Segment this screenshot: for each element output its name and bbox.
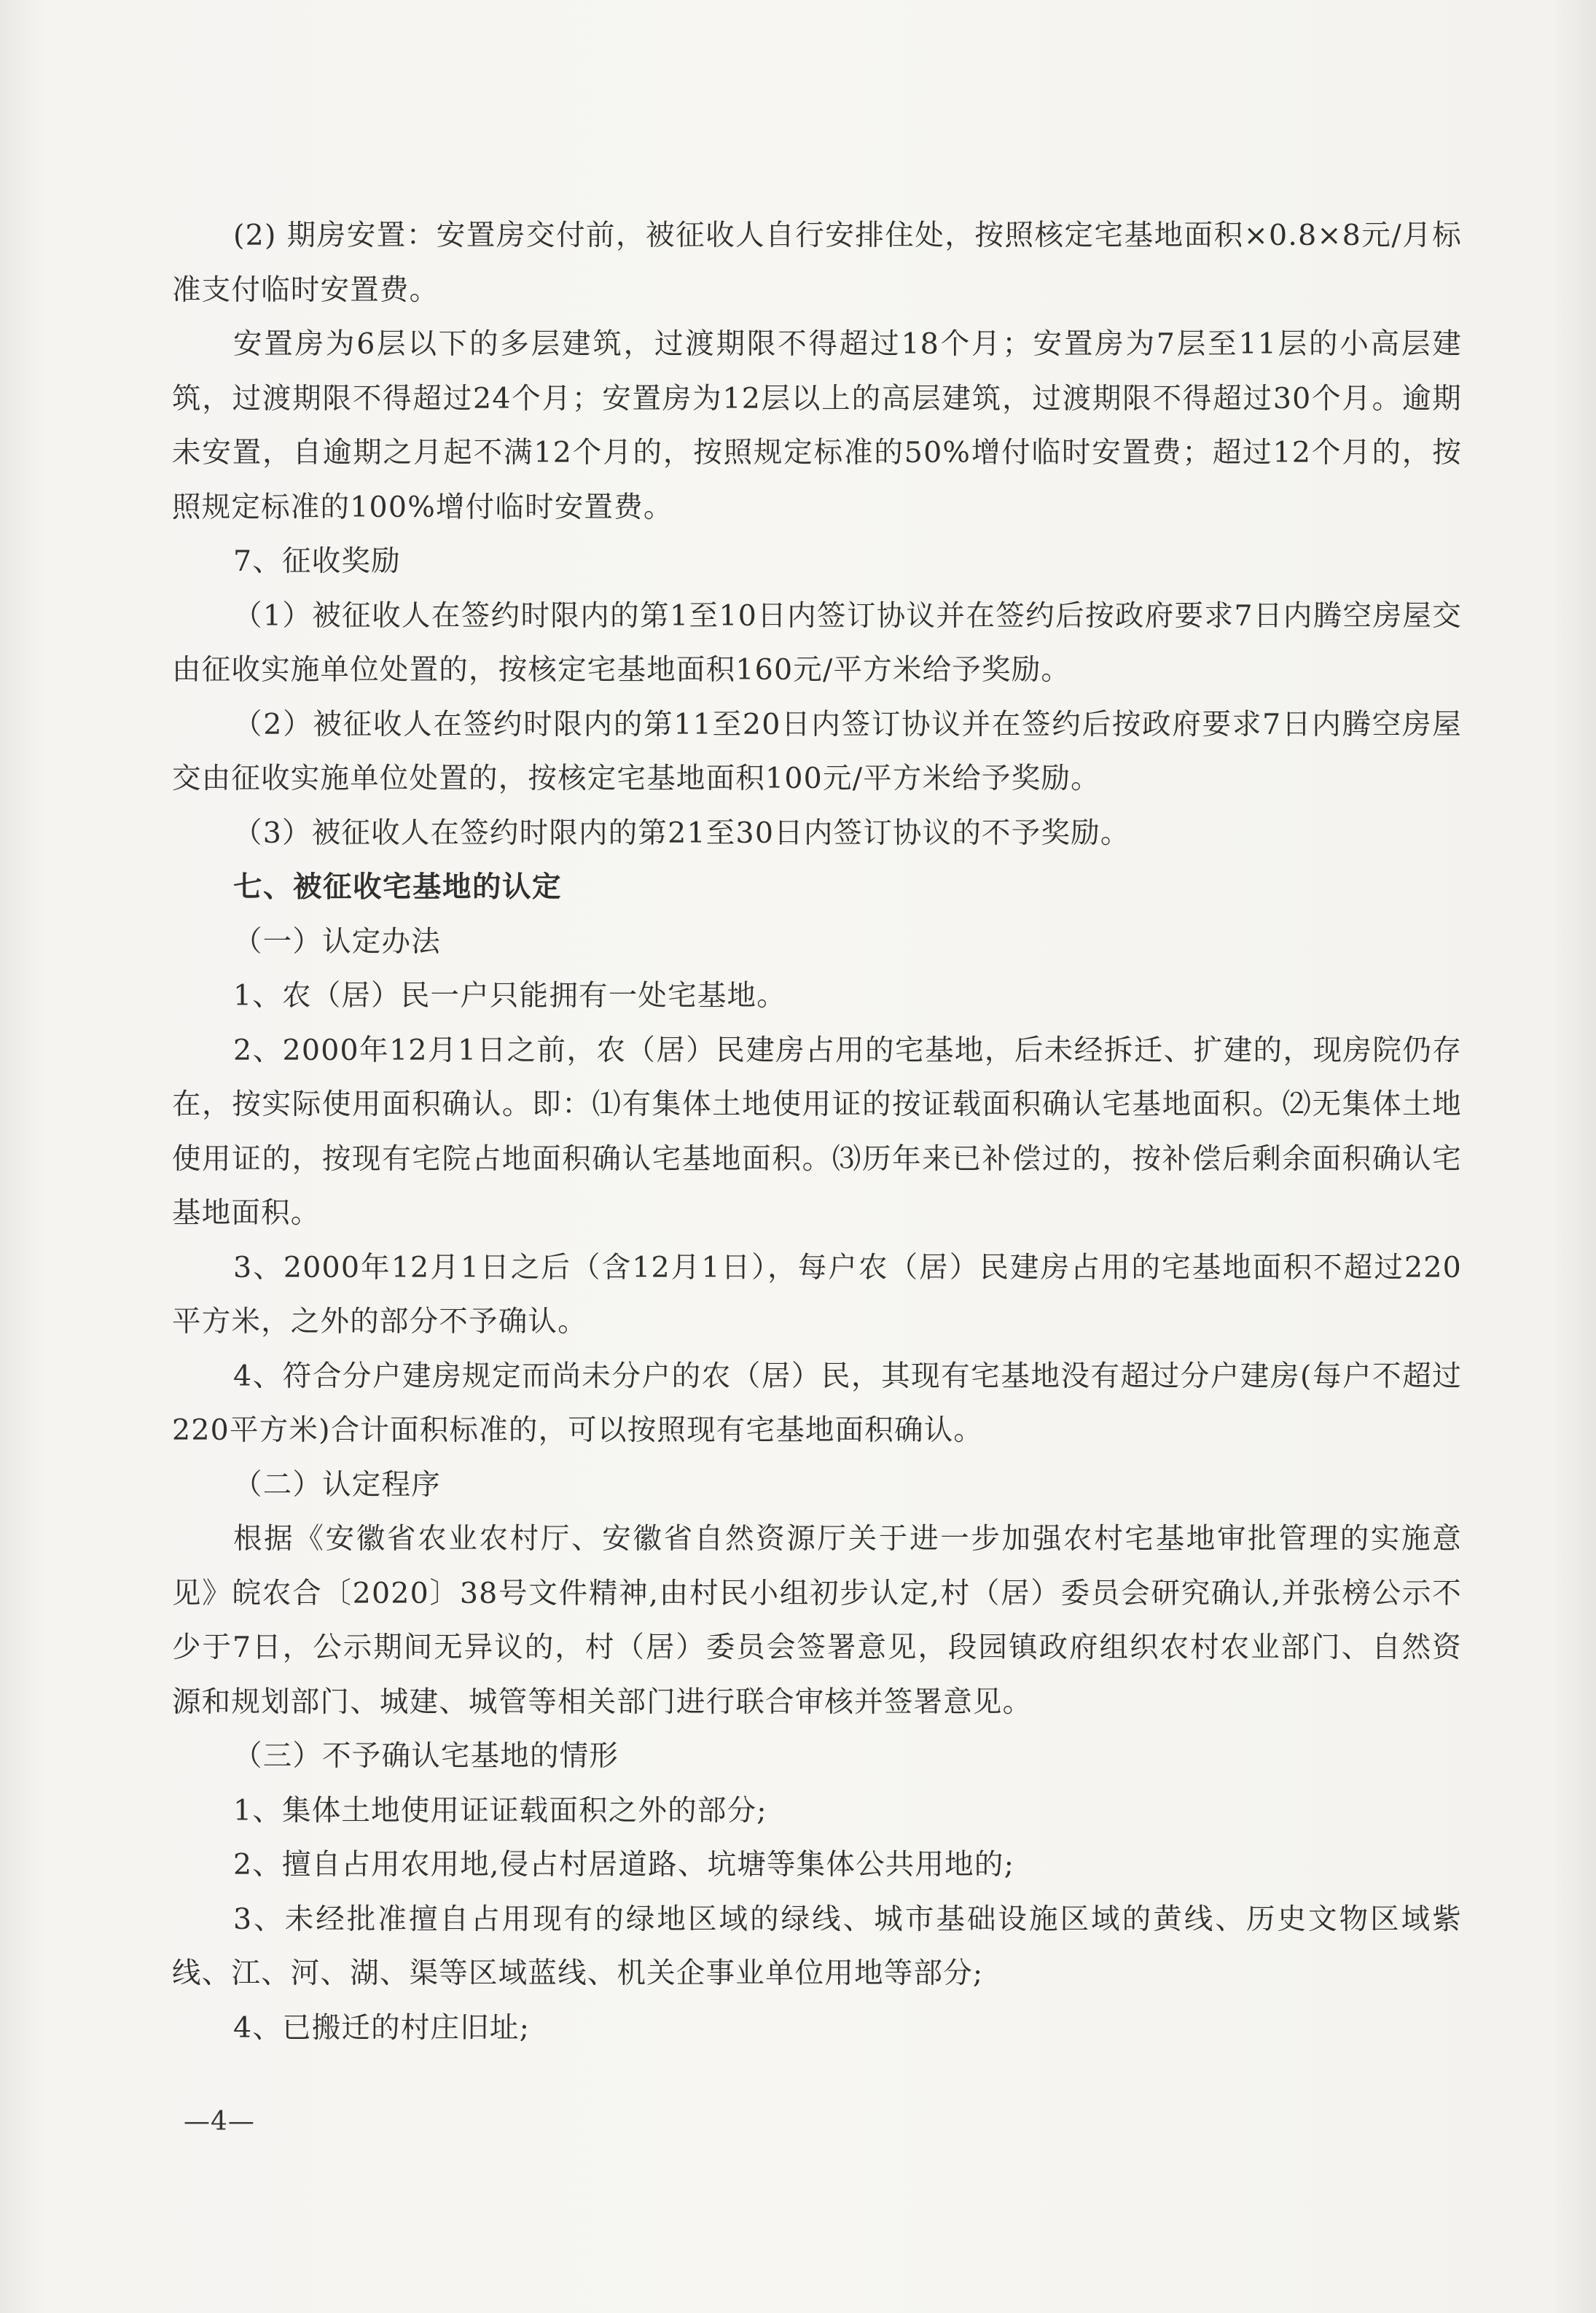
- paragraph-incentive-2: （2）被征收人在签约时限内的第11至20日内签订协议并在签约后按政府要求7日内腾空房屋交由征收实施单位处置的，按核定宅基地面积100元/平方米给予奖励。: [172, 707, 1462, 795]
- paragraph-transition-period: 安置房为6层以下的多层建筑，过渡期限不得超过18个月；安置房为7层至11层的小高层建筑，过渡期限不得超过24个月；安置房为12层以上的高层建筑，过渡期限不得超过30个月。逾期未安置，自逾期之月起不满12个月的，按照规定标准的50%增付临时安置费；超过12个月的，按照规定标准的100%增付临时安置费。: [172, 327, 1462, 524]
- section-heading-incentive: 7、征收奖励: [233, 545, 401, 578]
- paragraph-incentive-3: （3）被征收人在签约时限内的第21至30日内签订协议的不予奖励。: [233, 816, 1130, 850]
- page-number: —4—: [184, 2107, 255, 2137]
- document-body: [172, 208, 1462, 2055]
- paragraph-exclusion-4: 4、已搬迁的村庄旧址;: [233, 2010, 531, 2045]
- paragraph-procedure: 根据《安徽省农业农村厅、安徽省自然资源厅关于进一步加强农村宅基地审批管理的实施意见》皖农合〔2020〕38号文件精神,由村民小组初步认定,村（居）委员会研究确认,并张榜公示不少于7日，公示期间无异议的，村（居）委员会签署意见，段园镇政府组织农村农业部门、自然资源和规划部门、城建、城管等相关部门进行联合审核并签署意见。: [172, 1522, 1462, 1719]
- paragraph-method-3: 3、2000年12月1日之后（含12月1日），每户农（居）民建房占用的宅基地面积不超过220平方米，之外的部分不予确认。: [172, 1250, 1462, 1338]
- chapter-heading-homestead: 七、被征收宅基地的认定: [233, 870, 562, 904]
- paragraph-interim-housing: (2) 期房安置：安置房交付前，被征收人自行安排住处，按照核定宅基地面积×0.8×8元/月标准支付临时安置费。: [172, 219, 1462, 307]
- paragraph-exclusion-1: 1、集体土地使用证证载面积之外的部分;: [233, 1793, 767, 1828]
- paragraph-incentive-1: （1）被征收人在签约时限内的第1至10日内签订协议并在签约后按政府要求7日内腾空房屋交由征收实施单位处置的，按核定宅基地面积160元/平方米给予奖励。: [172, 598, 1462, 687]
- subheading-method: （一）认定办法: [233, 924, 441, 959]
- paragraph-method-2: 2、2000年12月1日之前，农（居）民建房占用的宅基地，后未经拆迁、扩建的，现房院仍存在，按实际使用面积确认。即：⑴有集体土地使用证的按证载面积确认宅基地面积。⑵无集体土地使用证的，按现有宅院占地面积确认宅基地面积。⑶历年来已补偿过的，按补偿后剩余面积确认宅基地面积。: [172, 1033, 1462, 1230]
- paragraph-method-4: 4、符合分户建房规定而尚未分户的农（居）民，其现有宅基地没有超过分户建房(每户不超过220平方米)合计面积标准的，可以按照现有宅基地面积确认。: [172, 1359, 1462, 1447]
- paragraph-method-1: 1、农（居）民一户只能拥有一处宅基地。: [233, 979, 786, 1013]
- subheading-exclusions: （三）不予确认宅基地的情形: [233, 1739, 619, 1773]
- subheading-procedure: （二）认定程序: [233, 1467, 441, 1502]
- paragraph-exclusion-3: 3、未经批准擅自占用现有的绿地区域的绿线、城市基础设施区域的黄线、历史文物区域紫线、江、河、湖、渠等区域蓝线、机关企事业单位用地等部分;: [172, 1902, 1462, 1990]
- paragraph-exclusion-2: 2、擅自占用农用地,侵占村居道路、坑塘等集体公共用地的;: [233, 1848, 1015, 1881]
